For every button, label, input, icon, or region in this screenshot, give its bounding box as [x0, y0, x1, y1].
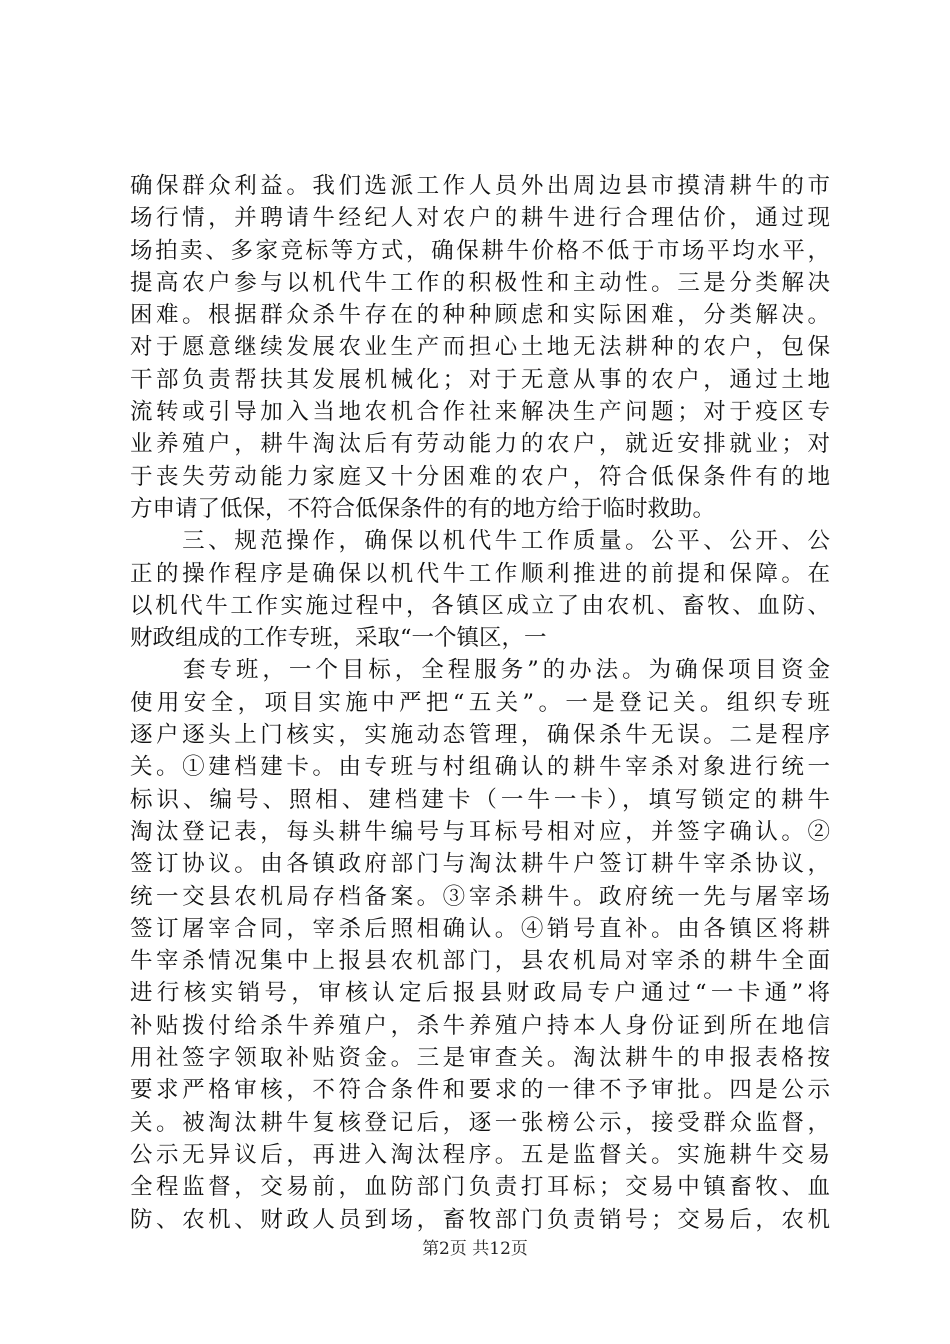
text-line: 流转或引导加入当地农机合作社来解决生产问题；对于疫区专 — [130, 399, 830, 426]
text-line: 防、农机、财政人员到场，畜牧部门负责销号；交易后，农机 — [130, 1206, 830, 1233]
text-line: 场行情，并聘请牛经纪人对农户的耕牛进行合理估价，通过现 — [130, 205, 830, 232]
text-line: 正的操作程序是确保以机代牛工作顺利推进的前提和保障。在 — [130, 560, 830, 587]
text-line: 提高农户参与以机代牛工作的积极性和主动性。三是分类解决 — [130, 269, 830, 296]
text-line: 确保群众利益。我们选派工作人员外出周边县市摸清耕牛的市 — [130, 173, 830, 199]
text-line: 套专班，一个目标，全程服务”的办法。为确保项目资金 — [130, 657, 830, 684]
text-line: 干部负责帮扶其发展机械化；对于无意从事的农户，通过土地 — [130, 366, 830, 393]
text-line: 淘汰登记表，每头耕牛编号与耳标号相对应，并签字确认。② — [130, 818, 830, 845]
text-line-paragraph-end: 财政组成的工作专班，采取“一个镇区，一 — [130, 625, 547, 652]
text-line: 要求严格审核，不符合条件和要求的一律不予审批。四是公示 — [130, 1077, 830, 1104]
text-line: 业养殖户，耕牛淘汰后有劳动能力的农户，就近安排就业；对 — [130, 431, 830, 458]
text-line: 以机代牛工作实施过程中，各镇区成立了由农机、畜牧、血防、 — [130, 592, 830, 619]
text-line: 逐户逐头上门核实，实施动态管理，确保杀牛无误。二是程序 — [130, 722, 830, 749]
text-line: 牛宰杀情况集中上报县农机部门，县农机局对宰杀的耕牛全面 — [130, 948, 830, 975]
text-line: 签订协议。由各镇政府部门与淘汰耕牛户签订耕牛宰杀协议， — [130, 851, 830, 878]
text-line: 于丧失劳动能力家庭又十分困难的农户，符合低保条件有的地 — [130, 463, 830, 490]
page-number-label: 第2页 共12页 — [422, 1239, 528, 1259]
text-line: 三、规范操作，确保以机代牛工作质量。公平、公开、公 — [130, 528, 830, 555]
text-line: 全程监督，交易前，血防部门负责打耳标；交易中镇畜牧、血 — [130, 1174, 830, 1201]
text-line-paragraph-end: 方申请了低保，不符合低保条件的有的地方给于临时救助。 — [130, 495, 716, 522]
text-line: 签订屠宰合同，宰杀后照相确认。④销号直补。由各镇区将耕 — [130, 915, 830, 942]
text-line: 公示无异议后，再进入淘汰程序。五是监督关。实施耕牛交易 — [130, 1141, 830, 1168]
text-line: 统一交县农机局存档备案。③宰杀耕牛。政府统一先与屠宰场 — [130, 883, 830, 910]
text-line: 用社签字领取补贴资金。三是审查关。淘汰耕牛的申报表格按 — [130, 1045, 830, 1072]
page-footer — [0, 1238, 950, 1260]
text-line: 标识、编号、照相、建档建卡（一牛一卡），填写锁定的耕牛 — [130, 786, 830, 813]
body-text — [130, 170, 830, 1236]
text-line: 关。被淘汰耕牛复核登记后，逐一张榜公示，接受群众监督， — [130, 1109, 830, 1136]
text-line: 补贴拨付给杀牛养殖户，杀牛养殖户持本人身份证到所在地信 — [130, 1012, 830, 1039]
text-line: 使用安全，项目实施中严把“五关”。一是登记关。组织专班 — [130, 689, 830, 716]
text-line: 对于愿意继续发展农业生产而担心土地无法耕种的农户，包保 — [130, 334, 830, 361]
text-line: 进行核实销号，审核认定后报县财政局专户通过“一卡通”将 — [130, 980, 830, 1007]
text-line: 场拍卖、多家竞标等方式，确保耕牛价格不低于市场平均水平， — [130, 237, 830, 264]
text-line: 关。①建档建卡。由专班与村组确认的耕牛宰杀对象进行统一 — [130, 754, 830, 781]
text-line: 困难。根据群众杀牛存在的种种顾虑和实际困难，分类解决。 — [130, 302, 830, 329]
